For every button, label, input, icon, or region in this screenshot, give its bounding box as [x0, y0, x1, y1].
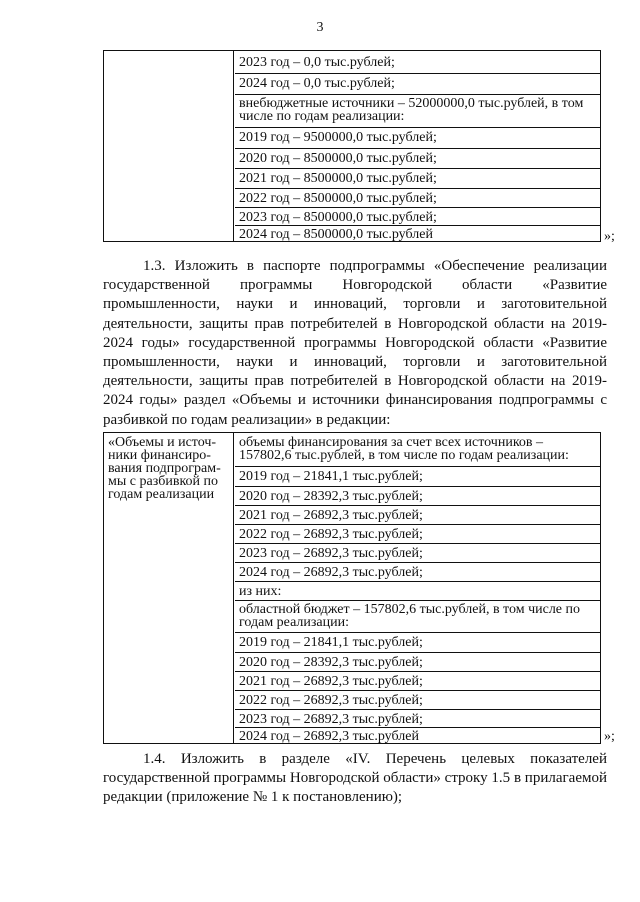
- table-heading: «Объемы и источ- ники финансиро- вания подпрограм- мы с разбивкой по годам реализации: [108, 435, 221, 502]
- table-line: 2022 год – 26892,3 тыс.рублей;: [239, 527, 423, 542]
- paragraph-1-3-text: 1.3. Изложить в паспорте подпрограммы «Обеспечение реализации государственной программы Новгородской области «Развитие промышленности, науки и инноваций, торговли и заготовительной деятельности, защиты прав потребителей в Новгородской области на 2019-2024 годы» государственной программы Новгородской области «Развитие промышленности, науки и инноваций, торговли и заготовительной деятельности, защиты прав потребителей в Новгородской области на 2019-2024 годы» раздел «Объемы и источники финансирования подпрограммы с разбивкой по годам реализации» в редакции:: [103, 258, 607, 428]
- table-line: 2020 год – 28392,3 тыс.рублей;: [239, 489, 423, 504]
- paragraph-1-4-text: 1.4. Изложить в разделе «IV. Перечень целевых показателей государственной программы Новгородской области» строку 1.5 в прилагаемой редакции (приложение № 1 к постановлению);: [103, 751, 607, 806]
- table-right-cell: [235, 51, 600, 241]
- paragraph-1-4: [103, 750, 607, 808]
- table-line: 2023 год – 8500000,0 тыс.рублей;: [239, 210, 437, 225]
- table-line: 2024 год – 26892,3 тыс.рублей;: [239, 565, 423, 580]
- closing-quote: »;: [604, 729, 615, 744]
- closing-quote: »;: [604, 229, 615, 244]
- table-line: 2019 год – 21841,1 тыс.рублей;: [239, 635, 423, 650]
- table-line: 2024 год – 0,0 тыс.рублей;: [239, 76, 395, 91]
- paragraph-1-3: [103, 257, 607, 430]
- table-line: 2021 год – 26892,3 тыс.рублей;: [239, 674, 423, 689]
- table-line: 2021 год – 8500000,0 тыс.рублей;: [239, 171, 437, 186]
- table-line: 2024 год – 8500000,0 тыс.рублей: [239, 227, 433, 242]
- page-number: 3: [316, 20, 324, 35]
- table-line: 2019 год – 9500000,0 тыс.рублей;: [239, 130, 437, 145]
- table-heading-cell: [104, 433, 234, 743]
- table-line: 2022 год – 26892,3 тыс.рублей;: [239, 693, 423, 708]
- table-line: областной бюджет – 157802,6 тыс.рублей, в том числе по годам реализации:: [239, 602, 581, 630]
- table-line: 2023 год – 26892,3 тыс.рублей;: [239, 712, 423, 727]
- table-line: внебюджетные источники – 52000000,0 тыс.рублей, в том числе по годам реализации:: [239, 96, 584, 124]
- table-line: 2021 год – 26892,3 тыс.рублей;: [239, 508, 423, 523]
- table-line: 2019 год – 21841,1 тыс.рублей;: [239, 469, 423, 484]
- table-line: объемы финансирования за счет всех источников – 157802,6 тыс.рублей, в том числе по годам реализации:: [239, 435, 569, 463]
- funding-table-continued: [103, 50, 601, 242]
- table-line: 2023 год – 0,0 тыс.рублей;: [239, 55, 395, 70]
- table-left-cell: [104, 51, 234, 241]
- table-line: 2020 год – 8500000,0 тыс.рублей;: [239, 151, 437, 166]
- table-line: 2023 год – 26892,3 тыс.рублей;: [239, 546, 423, 561]
- funding-table: [103, 432, 601, 744]
- table-right-cell: [235, 433, 600, 743]
- table-line: 2022 год – 8500000,0 тыс.рублей;: [239, 191, 437, 206]
- table-line: 2020 год – 28392,3 тыс.рублей;: [239, 655, 423, 670]
- table-line: из них:: [239, 584, 282, 599]
- table-line: 2024 год – 26892,3 тыс.рублей: [239, 729, 419, 744]
